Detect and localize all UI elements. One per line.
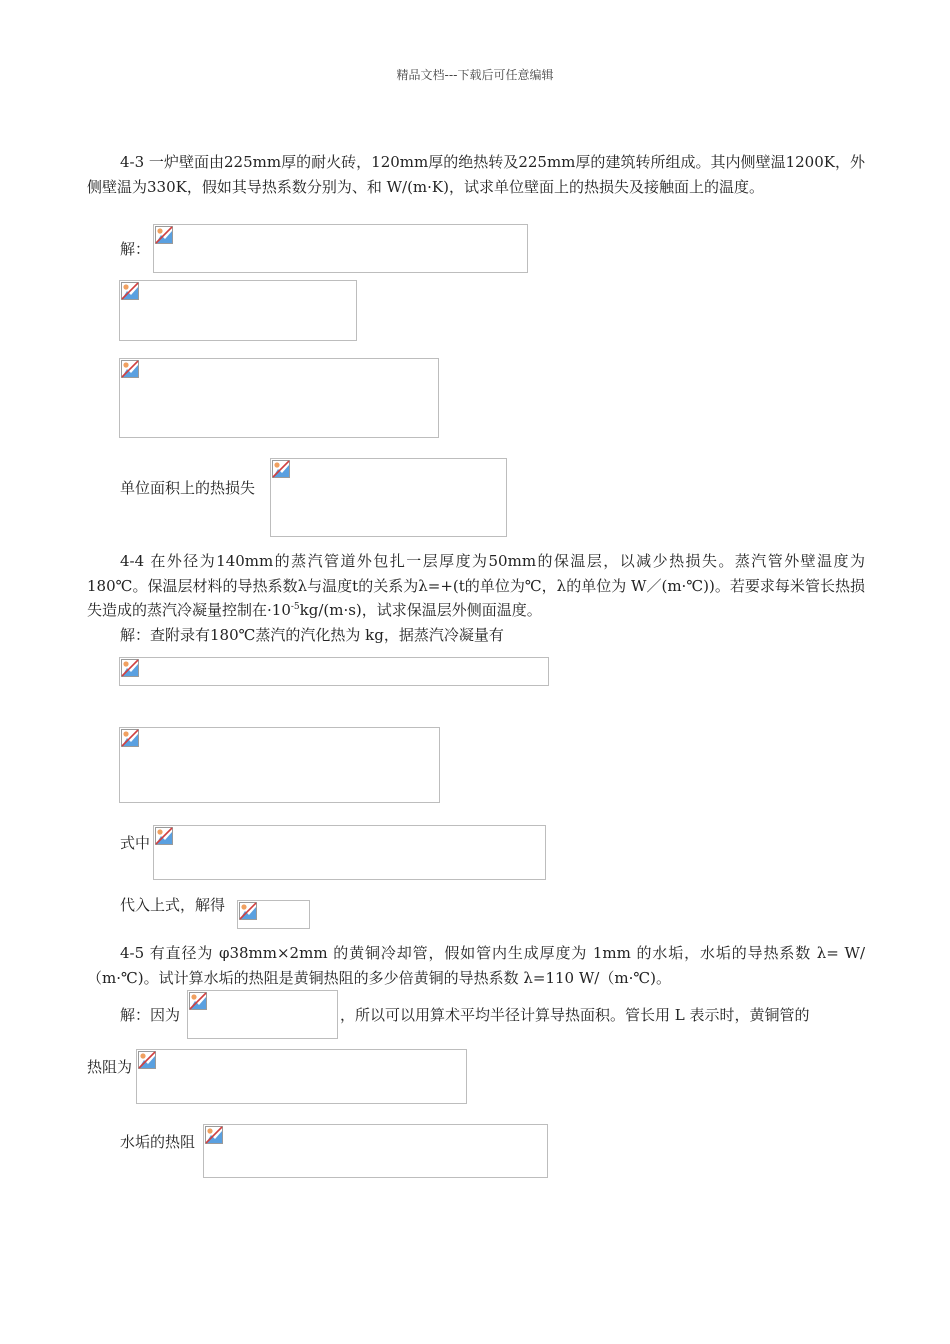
problem-4-4-text: 4-4 在外径为140mm的蒸汽管道外包扎一层厚度为50mm的保温层，以减少热损失。蒸汽管外壁温度为180℃。保温层材料的导热系数λ与温度t的关系为λ=+(t的单位为℃，λ的单位为 W／(m·℃))。若要求每米管长热损失造成的蒸汽冷凝量控制在·10 bbox=[87, 552, 865, 619]
broken-image-icon bbox=[155, 827, 173, 845]
broken-image-icon bbox=[121, 282, 139, 300]
heat-loss-label: 单位面积上的热损失 bbox=[120, 479, 256, 497]
scale-resistance-label: 水垢的热阻 bbox=[120, 1133, 196, 1151]
formula-image bbox=[153, 224, 528, 273]
solution-4-5-text: ，所以可以用算术平均半径计算导热面积。管长用 L 表示时，黄铜管的 bbox=[340, 1006, 810, 1024]
broken-image-icon bbox=[239, 902, 257, 920]
page-header: 精品文档---下载后可任意编辑 bbox=[396, 68, 554, 82]
problem-4-5: 4-5 有直径为 φ38mm×2mm 的黄铜冷却管，假如管内生成厚度为 1mm 的水垢，水垢的导热系数 λ= W/（m·℃)。试计算水垢的热阻是黄铜热阻的多少倍黄铜的导热系数 λ=110 W/（m·℃)。 bbox=[87, 944, 865, 987]
substitution-label: 代入上式，解得 bbox=[120, 896, 226, 914]
formula-image bbox=[136, 1049, 467, 1104]
formula-image bbox=[119, 280, 357, 341]
formula-image bbox=[187, 990, 338, 1039]
broken-image-icon bbox=[189, 992, 207, 1010]
solution-label: 解： bbox=[120, 240, 151, 258]
formula-image bbox=[270, 458, 507, 537]
broken-image-icon bbox=[121, 659, 139, 677]
broken-image-icon bbox=[138, 1051, 156, 1069]
where-label: 式中 bbox=[120, 834, 151, 852]
formula-image bbox=[203, 1124, 548, 1178]
problem-4-3: 4-3 一炉壁面由225mm厚的耐火砖，120mm厚的绝热转及225mm厚的建筑转所组成。其内侧壁温1200K，外侧壁温为330K，假如其导热系数分别为、和 W/(m·K)，试求单位壁面上的热损失及接触面上的温度。 bbox=[87, 153, 865, 196]
broken-image-icon bbox=[272, 460, 290, 478]
solution-4-5-start: 解：因为 bbox=[120, 1006, 181, 1024]
formula-image bbox=[119, 727, 440, 803]
problem-4-4 bbox=[87, 549, 865, 623]
solution-4-4: 解：查附录有180℃蒸汽的汽化热为 kg，据蒸汽冷凝量有 bbox=[120, 626, 504, 644]
formula-image bbox=[237, 900, 310, 929]
formula-image bbox=[119, 657, 549, 686]
broken-image-icon bbox=[121, 729, 139, 747]
formula-image bbox=[119, 358, 439, 438]
formula-image bbox=[153, 825, 546, 880]
brass-resistance-label: 热阻为 bbox=[87, 1058, 133, 1076]
broken-image-icon bbox=[155, 226, 173, 244]
broken-image-icon bbox=[121, 360, 139, 378]
problem-4-4-text-end: kg/(m·s)，试求保温层外侧面温度。 bbox=[299, 601, 542, 619]
exponent: -5 bbox=[290, 602, 300, 612]
broken-image-icon bbox=[205, 1126, 223, 1144]
